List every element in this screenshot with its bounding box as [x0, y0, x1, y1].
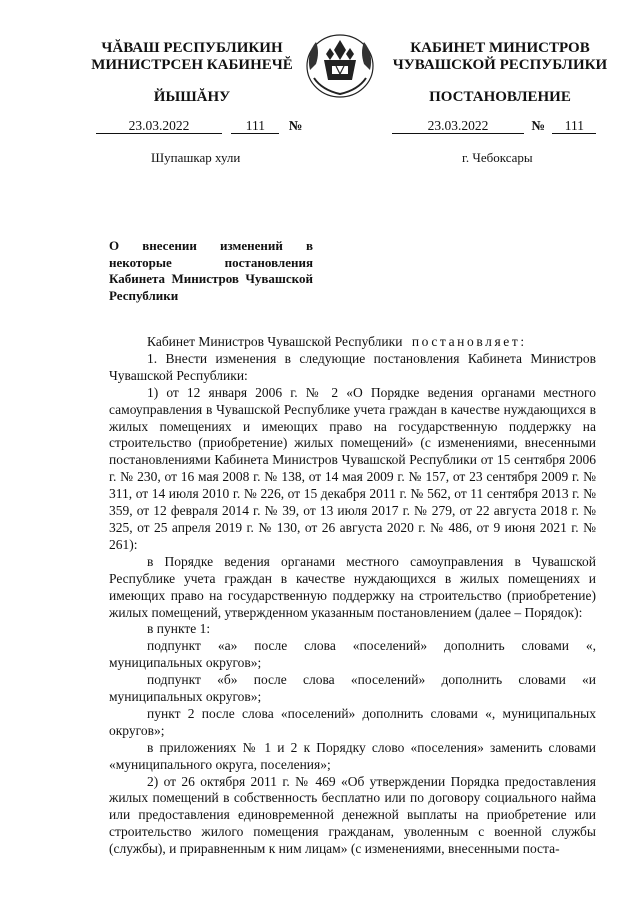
document-body [109, 334, 596, 858]
body-paragraph: подпункт «б» после слова «поселений» дополнить словами «и муниципальных округов»; [109, 672, 596, 705]
right-number: 111 [552, 118, 596, 134]
body-paragraph: пункт 2 после слова «поселений» дополнить словами «, муниципальных округов»; [109, 705, 596, 738]
body-paragraph: подпункт «а» после слова «поселений» дополнить словами «, муниципальных округов»; [109, 638, 596, 671]
doc-type-chuvash: ЙЫШĂНУ [153, 89, 231, 105]
body-paragraph: в пункте 1: [147, 621, 211, 637]
body-lead: Кабинет Министров Чувашской Республики [147, 334, 403, 349]
place-russian: г. Чебоксары [462, 150, 533, 165]
right-date: 23.03.2022 [392, 118, 524, 134]
header-right-line2: ЧУВАШСКОЙ РЕСПУБЛИКИ [392, 57, 608, 73]
document-title: О внесении изменений в некоторые постановления Кабинета Министров Чувашской Республики [109, 238, 313, 303]
header-left-line1: ЧĂВАШ РЕСПУБЛИКИН [101, 40, 283, 56]
coat-of-arms-emblem [302, 30, 378, 100]
body-paragraph: в Порядке ведения органами местного самоуправления в Чувашской Республике учета граждан в качестве нуждающихся в жилых помещениях и имеющих право на государственную поддержку на строительство (приобретение) жилых помещений, утвержденном указанным постановлением (далее – Порядок): [109, 553, 596, 620]
body-paragraph: в приложениях № 1 и 2 к Порядку слово «поселения» заменить словами «муниципального округа, поселения»; [109, 739, 596, 772]
body-paragraph: 2) от 26 октября 2011 г. № 469 «Об утверждении Порядка предоставления жилых помещений в собственность бесплатно или по договору социального найма или предоставления единовременной денежной выплаты на приобретение или строительство жилого помещения гражданам, уволенным с военной службы (службы), и приравненным к ним лицам» (с изменениями, внесенными поста- [109, 773, 596, 857]
right-number-sign: № [531, 118, 545, 133]
header-left [72, 40, 312, 74]
doc-type-russian: ПОСТАНОВЛЕНИЕ [429, 89, 571, 105]
header-right-line1: КАБИНЕТ МИНИСТРОВ [410, 40, 590, 56]
left-number: 111 [231, 118, 279, 134]
left-date: 23.03.2022 [96, 118, 222, 134]
body-paragraph-0 [109, 334, 596, 351]
header-right [380, 40, 620, 74]
right-date-number [392, 118, 596, 134]
place-chuvash: Шупашкар хули [151, 150, 241, 165]
body-paragraph: 1) от 12 января 2006 г. № 2 «О Порядке ведения органами местного самоуправления в Чувашской Республике учета граждан в качестве нуждающихся в жилых помещениях и имеющих право на государственную поддержку на строительство (приобретение) жилых помещений» (с изменениями, внесенными постановлениями Кабинета Министров Чувашской Республики от 15 сентября 2006 г. № 230, от 16 мая 2008 г. № 138, от 14 мая 2009 г. № 157, от 23 сентября 2009 г. № 311, от 14 июля 2010 г. № 226, от 15 декабря 2011 г. № 562, от 11 сентября 2013 г. № 359, от 12 февраля 2014 г. № 39, от 13 июля 2017 г. № 279, от 22 августа 2018 г. № 325, от 25 апреля 2019 г. № 130, от 26 августа 2020 г. № 486, от 9 июня 2021 г. № 261): [109, 384, 596, 552]
body-paragraph: 1. Внести изменения в следующие постановления Кабинета Министров Чувашской Республики: [109, 350, 596, 383]
left-number-sign: № [288, 118, 303, 133]
header-left-line2: МИНИСТРСЕН КАБИНЕЧĔ [91, 57, 293, 73]
left-date-number [96, 118, 302, 134]
body-verb: постановляет: [411, 334, 527, 349]
